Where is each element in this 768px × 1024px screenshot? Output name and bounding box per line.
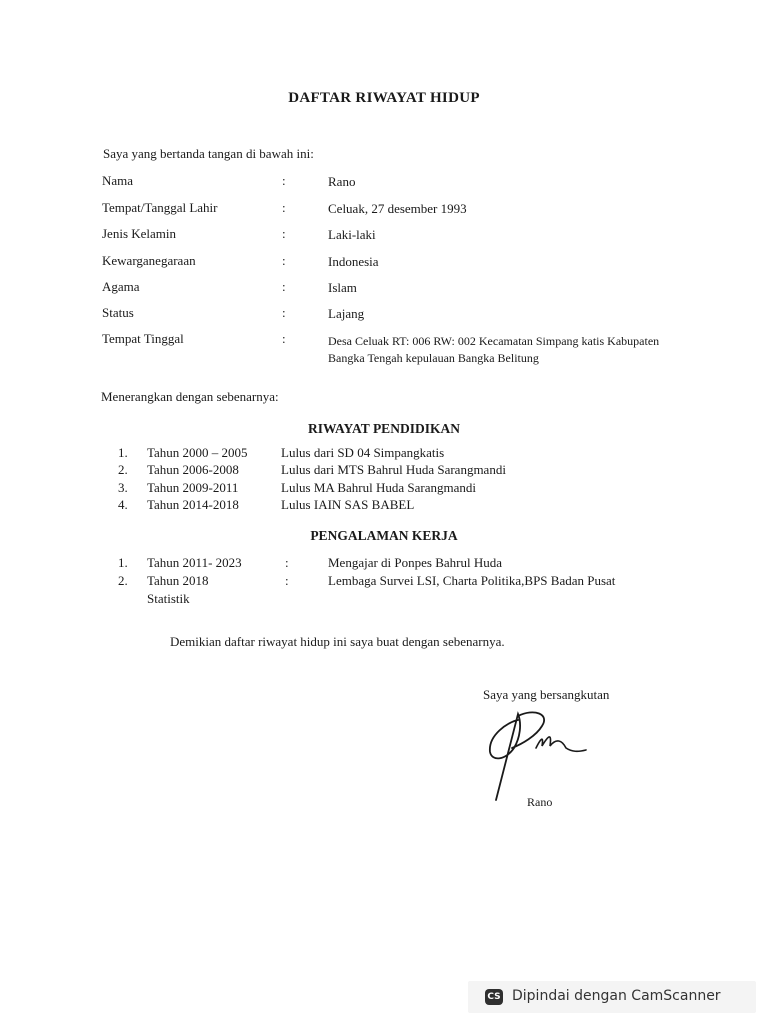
education-title: RIWAYAT PENDIDIKAN — [308, 421, 460, 436]
personal-value: Indonesia — [328, 254, 379, 269]
personal-label: Nama — [102, 173, 134, 188]
work-desc: Mengajar di Ponpes Bahrul Huda — [328, 555, 503, 570]
colon: : — [282, 226, 286, 241]
personal-label: Kewarganegaraan — [102, 253, 196, 268]
item-number: 3. — [118, 480, 128, 495]
camscanner-watermark — [468, 981, 756, 1013]
education-desc: Lulus dari SD 04 Simpangkatis — [281, 445, 445, 460]
item-number: 1. — [118, 555, 128, 570]
colon: : — [285, 555, 289, 570]
education-year: Tahun 2000 – 2005 — [147, 445, 248, 460]
personal-label: Tempat Tinggal — [102, 331, 184, 346]
item-number: 4. — [118, 497, 128, 512]
work-continuation: Statistik — [147, 591, 190, 606]
personal-label: Status — [102, 305, 134, 320]
item-number: 2. — [118, 573, 128, 588]
colon: : — [282, 253, 286, 268]
colon: : — [282, 279, 286, 294]
personal-value: Rano — [328, 174, 356, 189]
personal-value: Celuak, 27 desember 1993 — [328, 201, 467, 216]
colon: : — [285, 573, 289, 588]
education-year: Tahun 2009-2011 — [147, 480, 239, 495]
statement-text: Menerangkan dengan sebenarnya: — [101, 389, 279, 404]
personal-label: Jenis Kelamin — [102, 226, 177, 241]
intro-text: Saya yang bertanda tangan di bawah ini: — [103, 146, 314, 161]
personal-value: Laki-laki — [328, 227, 376, 242]
education-desc: Lulus IAIN SAS BABEL — [281, 497, 415, 512]
document-title: DAFTAR RIWAYAT HIDUP — [288, 90, 480, 106]
work-year: Tahun 2011- 2023 — [147, 555, 242, 570]
colon: : — [282, 173, 286, 188]
signature-name: Rano — [527, 795, 553, 809]
camscanner-text: Dipindai dengan CamScanner — [512, 988, 721, 1004]
colon: : — [282, 305, 286, 320]
education-year: Tahun 2006-2008 — [147, 462, 239, 477]
handwritten-signature — [478, 700, 608, 810]
personal-value: Islam — [328, 280, 357, 295]
personal-value: Desa Celuak RT: 006 RW: 002 Kecamatan Simpang katis Kabupaten Bangka Tengah kepulauan Bangka Belitung — [328, 334, 660, 365]
education-desc: Lulus MA Bahrul Huda Sarangmandi — [281, 480, 476, 495]
work-desc: Lembaga Survei LSI, Charta Politika,BPS Badan Pusat — [328, 573, 616, 588]
personal-label: Agama — [102, 279, 140, 294]
closing-text: Demikian daftar riwayat hidup ini saya buat dengan sebenarnya. — [170, 634, 505, 649]
item-number: 2. — [118, 462, 128, 477]
work-title: PENGALAMAN KERJA — [310, 528, 458, 543]
personal-value: Lajang — [328, 306, 365, 321]
item-number: 1. — [118, 445, 128, 460]
camscanner-logo-icon: CS — [485, 989, 503, 1005]
education-year: Tahun 2014-2018 — [147, 497, 239, 512]
colon: : — [282, 200, 286, 215]
work-year: Tahun 2018 — [147, 573, 209, 588]
colon: : — [282, 331, 286, 346]
signature-label: Saya yang bersangkutan — [483, 687, 610, 702]
education-desc: Lulus dari MTS Bahrul Huda Sarangmandi — [281, 462, 506, 477]
personal-label: Tempat/Tanggal Lahir — [102, 200, 218, 215]
